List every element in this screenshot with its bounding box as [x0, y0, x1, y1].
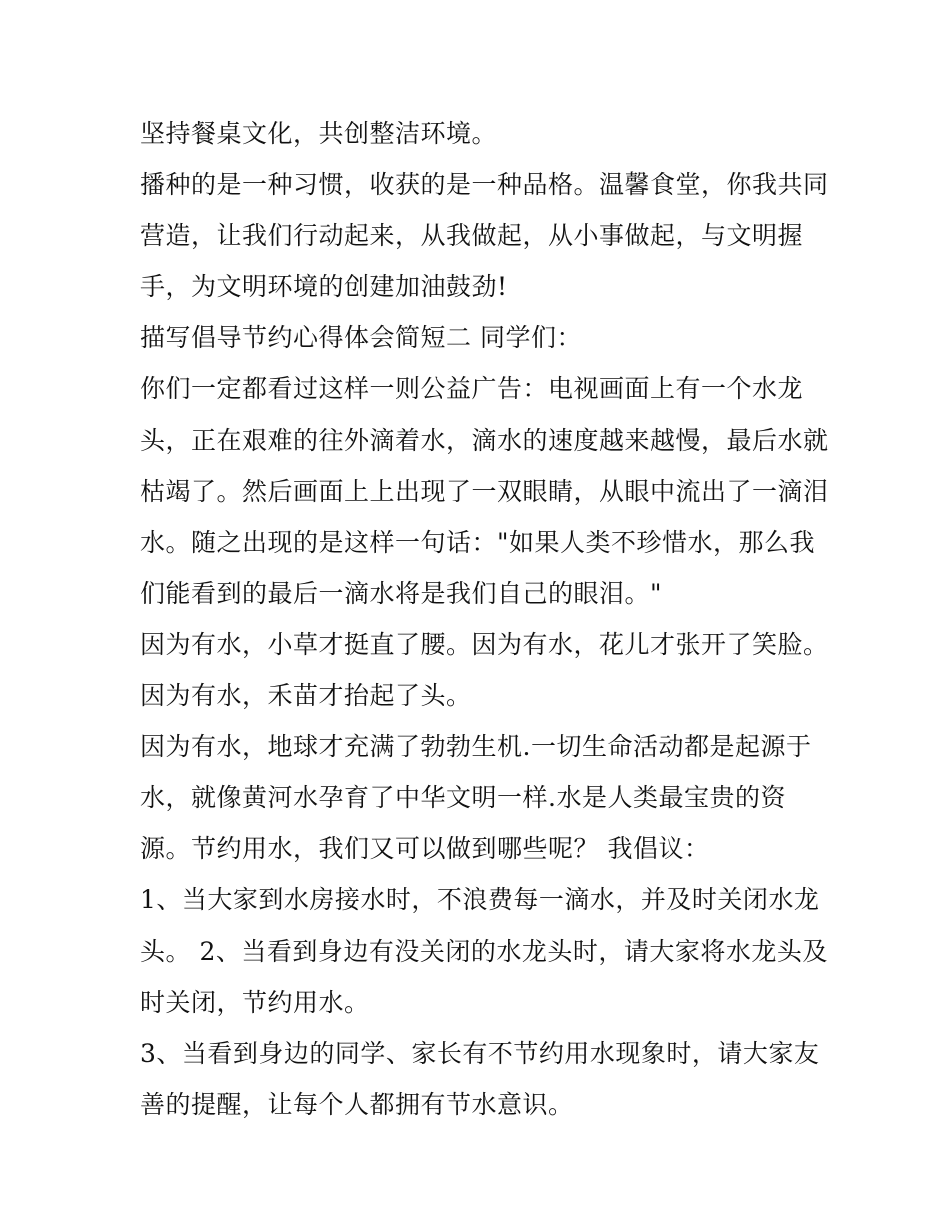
list-item-line: 时关闭，节约用水。	[140, 987, 370, 1017]
text-line: 水，就像黄河水孕育了中华文明一样.水是人类最宝贵的资	[140, 783, 786, 813]
list-item-line: 善的提醒，让每个人都拥有节水意识。	[140, 1089, 574, 1119]
list-item-line: 3、当看到身边的同学、家长有不节约用水现象时，请大家友	[140, 1038, 820, 1068]
text-line: 你们一定都看过这样一则公益广告：电视画面上有一个水龙	[140, 374, 804, 404]
text-line: 播种的是一种习惯，收获的是一种品格。温馨食堂，你我共同	[140, 170, 829, 200]
text-line: 枯竭了。然后画面上上出现了一双眼睛，从眼中流出了一滴泪	[140, 476, 829, 506]
section-heading-line: 描写倡导节约心得体会简短二 同学们：	[140, 323, 582, 353]
document-body	[140, 108, 830, 1130]
text-line: 源。节约用水，我们又可以做到哪些呢？ 我倡议：	[140, 834, 710, 864]
text-line: 坚持餐桌文化，共创整洁环境。	[140, 119, 498, 148]
text-line: 头，正在艰难的往外滴着水，滴水的速度越来越慢，最后水就	[140, 425, 829, 455]
text-line: 们能看到的最后一滴水将是我们自己的眼泪。"	[140, 578, 663, 608]
text-line: 因为有水，地球才充满了勃勃生机.一切生命活动都是起源于	[140, 732, 812, 762]
text-line: 因为有水，小草才挺直了腰。因为有水，花儿才张开了笑脸。	[140, 629, 829, 659]
text-line: 水。随之出现的是这样一句话："如果人类不珍惜水，那么我	[140, 527, 816, 557]
list-item-line: 头。 2、当看到身边有没关闭的水龙头时，请大家将水龙头及	[140, 936, 828, 966]
text-line: 营造，让我们行动起来，从我做起，从小事做起，与文明握	[140, 221, 804, 251]
text-line: 手，为文明环境的创建加油鼓劲!	[140, 272, 508, 302]
text-line: 因为有水，禾苗才抬起了头。	[140, 681, 472, 711]
list-item-line: 1、当大家到水房接水时，不浪费每一滴水，并及时关闭水龙	[140, 885, 820, 915]
